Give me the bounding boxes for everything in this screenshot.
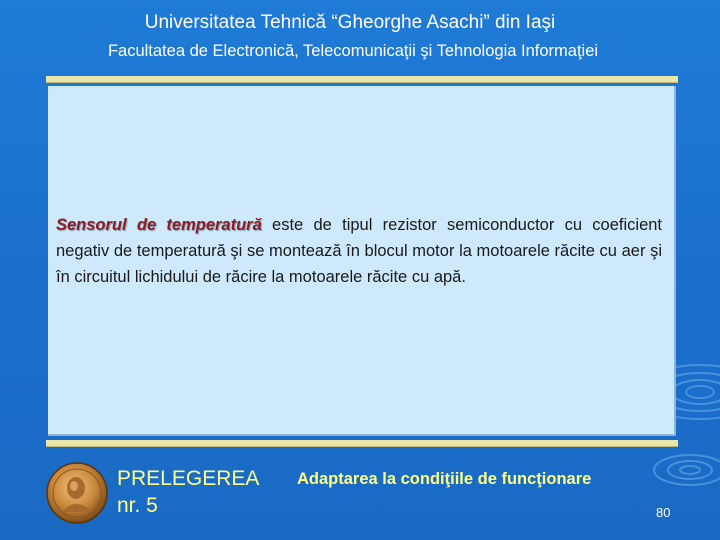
lecture-number <box>117 465 259 519</box>
university-title: Universitatea Tehnică “Gheorghe Asachi” din Iaşi <box>144 12 556 33</box>
content-panel <box>48 86 676 436</box>
faculty-title: Facultatea de Electronică, Telecomunicaţii şi Tehnologia Informaţiei <box>107 42 599 60</box>
body-paragraph <box>56 212 662 290</box>
lecture-label: PRELEGEREA <box>117 467 260 490</box>
highlighted-term: Sensorul de temperatură <box>56 216 262 234</box>
portrait-medal-icon <box>46 462 108 524</box>
page-number: 80 <box>656 505 671 520</box>
bottom-divider <box>46 440 678 447</box>
top-divider <box>46 76 678 83</box>
body-text: este de tipul rezistor semiconductor cu coeficient negativ de temperatură şi se montează în blocul motor la motoarele răcite cu aer şi în circuitul lichidului de răcire la motoarele răcite cu apă. <box>56 216 662 286</box>
lecture-subtitle: Adaptarea la condiţiile de funcţionare <box>297 470 592 488</box>
lecture-nr: nr. 5 <box>117 494 158 517</box>
